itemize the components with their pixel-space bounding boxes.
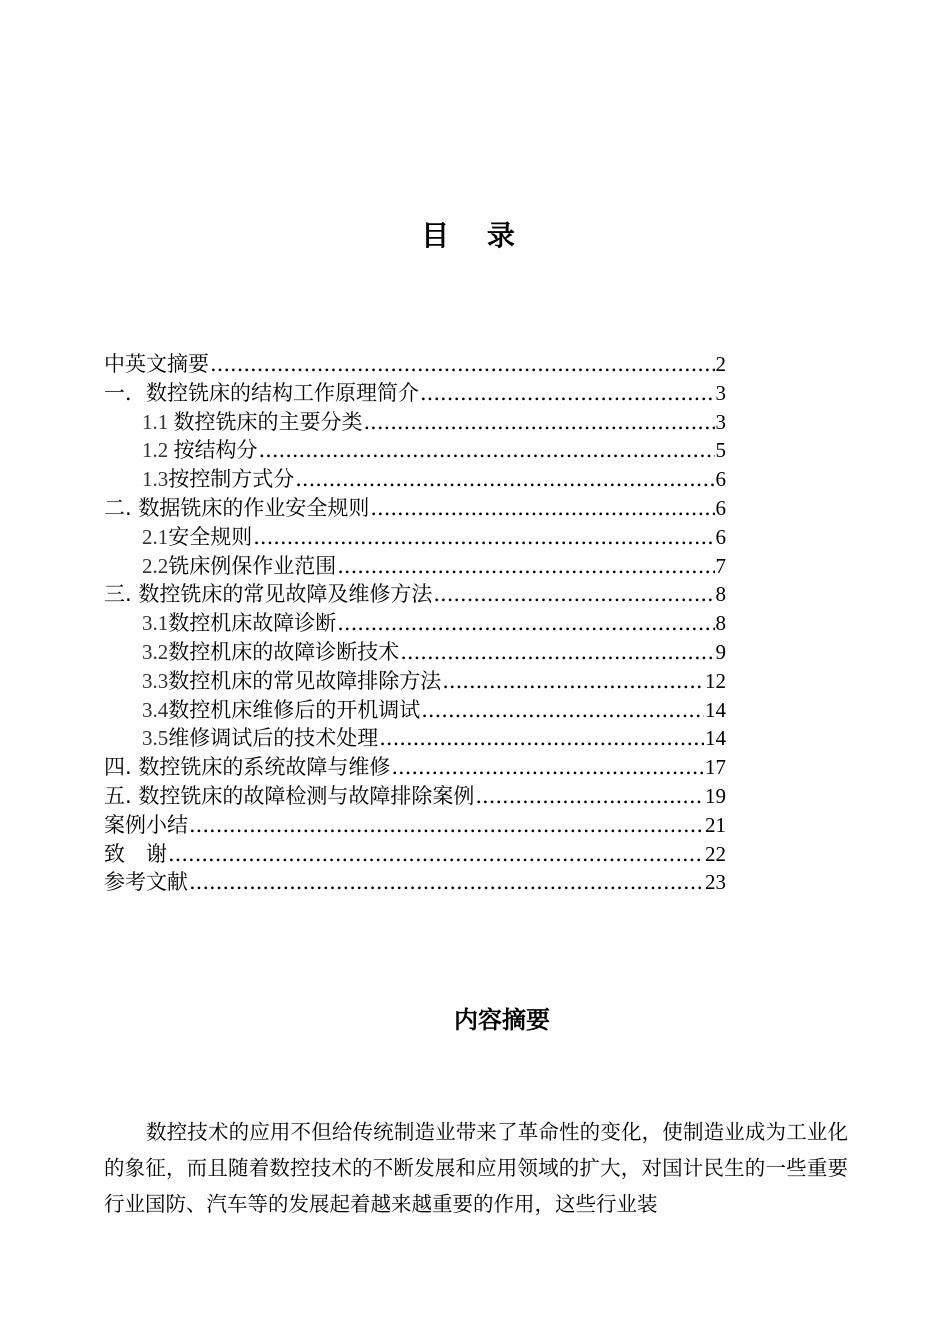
toc-entry-text: 一．数控铣床的结构工作原理简介 [104, 380, 419, 405]
toc-entry-page: 22 [705, 841, 726, 866]
toc-entry-label [104, 840, 167, 869]
dot-leader [337, 552, 714, 581]
dot-leader [253, 523, 714, 552]
dot-leader [400, 638, 714, 667]
toc-entry[interactable] [104, 840, 726, 869]
table-of-contents [104, 350, 726, 897]
toc-entry-number: 3.4 [142, 697, 169, 722]
toc-entry[interactable] [104, 408, 726, 437]
toc-entry-text: 数控机床的常见故障排除方法 [168, 668, 442, 693]
toc-entry-label [142, 638, 399, 667]
toc-entry-page: 7 [715, 553, 726, 578]
toc-entry[interactable] [104, 782, 726, 811]
abstract-body: 数控技术的应用不但给传统制造业带来了革命性的变化，使制造业成为工业化的象征，而且随着数控技术的不断发展和应用领域的扩大，对国计民生的一些重要行业国防、汽车等的发展起着越来越重要的作用，这些行业装 [104, 1120, 848, 1216]
toc-entry-number: 1.2 [142, 438, 174, 463]
toc-entry-label [142, 436, 258, 465]
dot-leader [421, 696, 704, 725]
toc-entry-text: 按控制方式分 [168, 467, 295, 492]
dot-leader [189, 868, 704, 897]
toc-entry-page: 8 [715, 582, 726, 607]
dot-leader [168, 840, 704, 869]
toc-entry-label [142, 696, 420, 725]
toc-entry-label [104, 379, 419, 408]
toc-entry-page: 8 [715, 611, 726, 636]
toc-entry-page: 3 [715, 380, 726, 405]
toc-entry-text: 数控机床故障诊断 [168, 611, 337, 636]
dot-leader [189, 811, 704, 840]
toc-entry[interactable] [104, 494, 726, 523]
toc-entry-page: 3 [715, 409, 726, 434]
toc-entry-label [142, 523, 252, 552]
toc-entry-number: 3.3 [142, 668, 169, 693]
toc-entry-number: 3.1 [142, 611, 169, 636]
toc-entry-label [104, 580, 432, 609]
toc-entry-text: 致 谢 [104, 841, 167, 866]
dot-leader [364, 408, 715, 437]
toc-entry[interactable] [104, 379, 726, 408]
toc-entry-page: 6 [715, 467, 726, 492]
toc-entry-text: 二. 数据铣床的作业安全规则 [104, 495, 370, 520]
toc-entry-text: 按结构分 [173, 438, 258, 463]
toc-entry[interactable] [104, 580, 726, 609]
toc-entry[interactable] [104, 724, 726, 753]
toc-entry-label [104, 811, 188, 840]
abstract-title: 内容摘要 [454, 1006, 550, 1034]
toc-entry[interactable] [104, 350, 726, 379]
toc-entry-text: 中英文摘要 [104, 352, 209, 376]
toc-entry-text: 维修调试后的技术处理 [168, 726, 379, 751]
toc-entry-page: 23 [705, 870, 726, 895]
toc-entry-number: 1.1 [142, 409, 174, 434]
toc-entry-text: 铣床例保作业范围 [168, 553, 337, 578]
toc-entry-page: 17 [705, 755, 726, 780]
toc-entry-label [104, 753, 390, 782]
toc-entry-text: 五. 数控铣床的故障检测与故障排除案例 [104, 783, 475, 808]
toc-entry-text: 数控机床的故障诊断技术 [168, 639, 400, 664]
toc-entry-label [142, 667, 441, 696]
toc-entry-number: 1.3 [142, 467, 169, 492]
toc-entry[interactable] [104, 465, 726, 494]
toc-entry-text: 数控机床维修后的开机调试 [168, 697, 421, 722]
toc-entry-text: 四. 数控铣床的系统故障与维修 [104, 755, 391, 780]
toc-entry-label [104, 494, 369, 523]
toc-entry-text: 安全规则 [168, 524, 253, 549]
toc-entry[interactable] [104, 436, 726, 465]
toc-entry[interactable] [104, 753, 726, 782]
toc-entry-text: 数控铣床的主要分类 [173, 409, 363, 434]
dot-leader [420, 379, 715, 408]
toc-entry-label [142, 552, 336, 581]
toc-entry-label [142, 724, 378, 753]
toc-title: 目 录 [421, 219, 529, 252]
dot-leader [442, 667, 704, 696]
toc-entry-label [104, 350, 209, 379]
toc-entry-page: 14 [705, 697, 726, 722]
toc-entry-number: 3.5 [142, 726, 169, 751]
toc-entry-label [142, 408, 363, 437]
dot-leader [379, 724, 704, 753]
toc-entry[interactable] [104, 523, 726, 552]
toc-entry[interactable] [104, 868, 726, 897]
dot-leader [259, 436, 715, 465]
toc-entry-page: 5 [715, 438, 726, 463]
dot-leader [475, 782, 704, 811]
toc-entry-page: 6 [715, 495, 726, 520]
toc-entry[interactable] [104, 696, 726, 725]
toc-entry[interactable] [104, 552, 726, 581]
toc-entry-label [104, 782, 474, 811]
toc-entry-page: 14 [705, 726, 726, 751]
toc-entry[interactable] [104, 638, 726, 667]
dot-leader [210, 350, 715, 379]
toc-entry[interactable] [104, 667, 726, 696]
toc-entry-page: 19 [705, 783, 726, 808]
toc-entry-number: 3.2 [142, 639, 169, 664]
dot-leader [391, 753, 704, 782]
dot-leader [295, 465, 714, 494]
toc-entry-label [142, 609, 336, 638]
toc-entry-page: 2 [715, 352, 726, 376]
toc-entry-text: 三. 数控铣床的常见故障及维修方法 [104, 582, 433, 607]
toc-entry-text: 案例小结 [104, 812, 188, 837]
toc-entry-page: 21 [705, 812, 726, 837]
toc-entry-page: 9 [715, 639, 726, 664]
toc-entry-label [104, 868, 188, 897]
toc-entry-page: 12 [705, 668, 726, 693]
dot-leader [370, 494, 714, 523]
toc-entry[interactable] [104, 609, 726, 638]
dot-leader [433, 580, 714, 609]
dot-leader [337, 609, 714, 638]
toc-entry-number: 2.2 [142, 553, 169, 578]
toc-entry-text: 参考文献 [104, 870, 188, 895]
toc-entry-page: 6 [715, 524, 726, 549]
toc-entry-label [142, 465, 294, 494]
toc-entry[interactable] [104, 811, 726, 840]
toc-entry-number: 2.1 [142, 524, 169, 549]
